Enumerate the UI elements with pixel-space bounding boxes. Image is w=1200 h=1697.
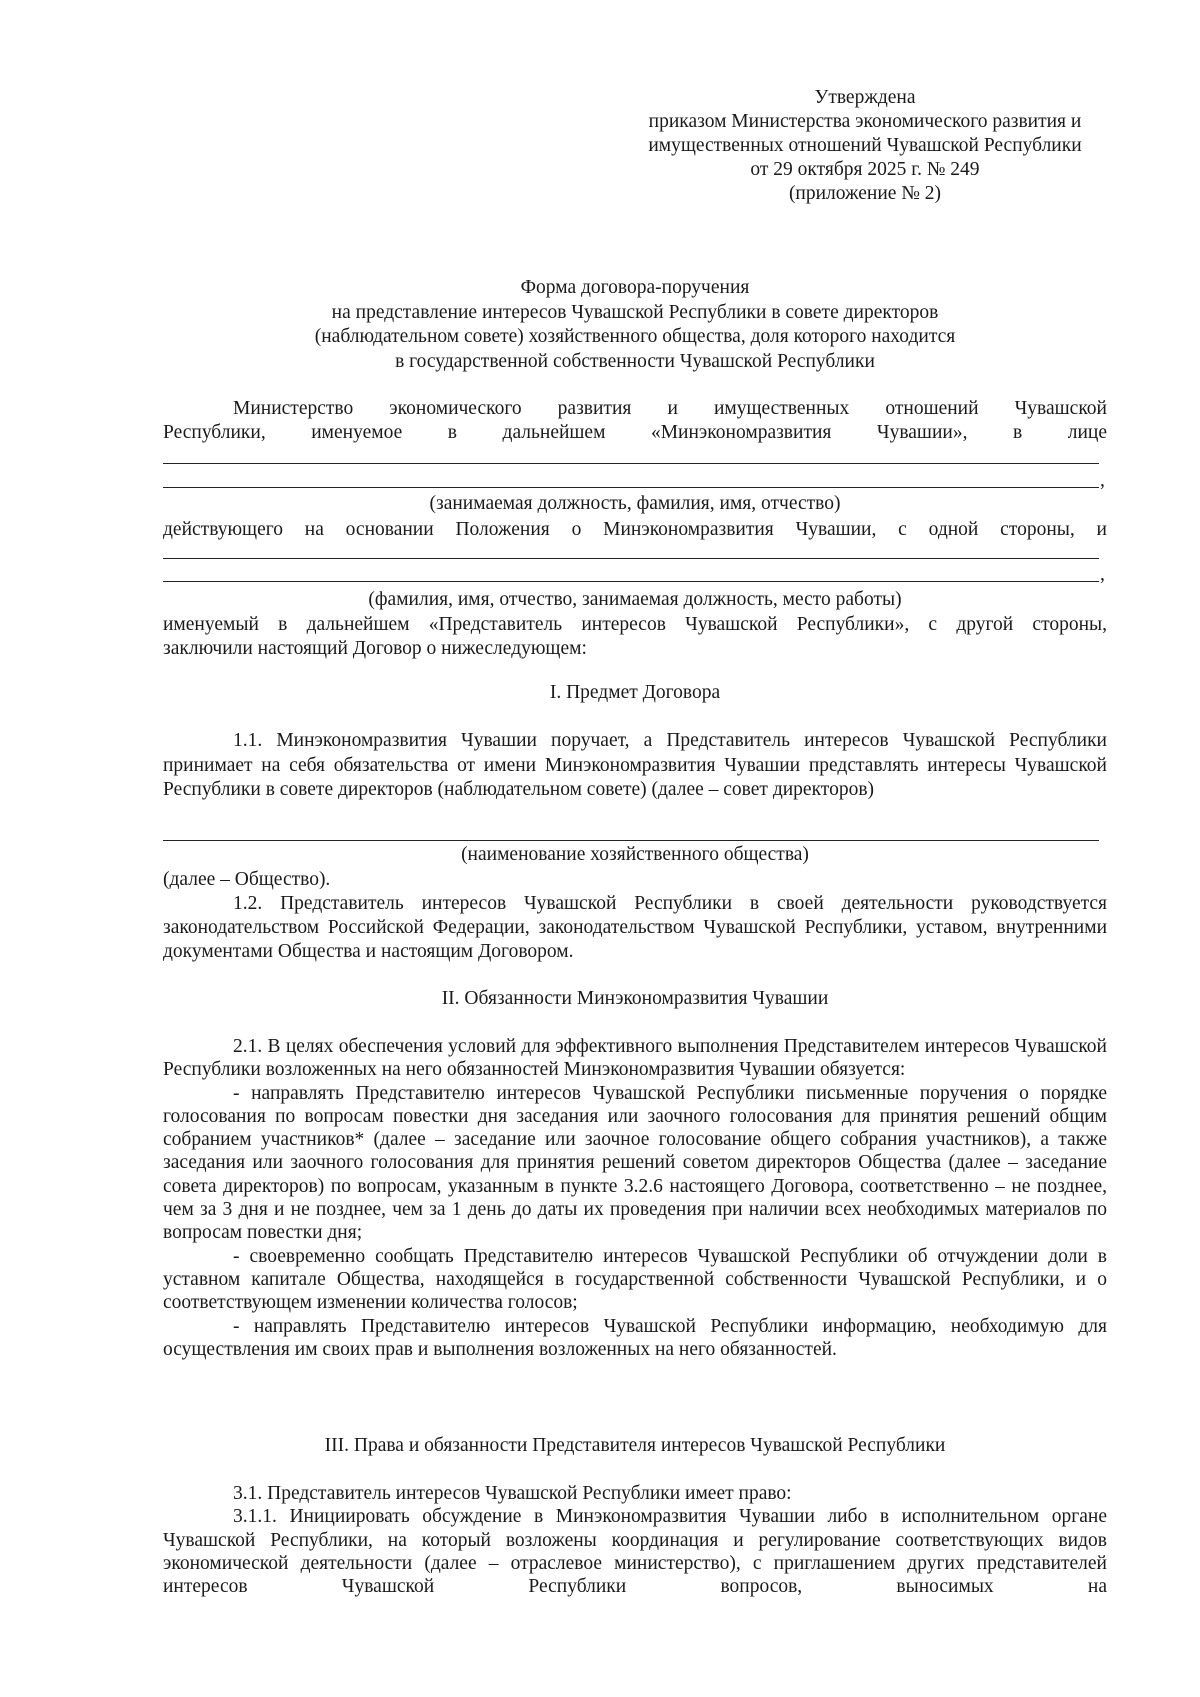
form-title xyxy=(163,276,1107,374)
clause-2-1-text: 2.1. В целях обеспечения условий для эффективного выполнения Представителем интересов Чувашской Республики возложенных на него обязанностей Минэкономразвития Чувашии обязуется: xyxy=(163,1036,1107,1081)
blank-line-1 xyxy=(163,463,1099,464)
clause-1-1 xyxy=(163,729,1107,803)
title-line-2: на представление интересов Чувашской Республики в совете директоров xyxy=(331,301,939,323)
comma-2: , xyxy=(1100,564,1105,585)
approval-line-1: Утверждена xyxy=(814,87,916,108)
intro-line-1: Министерство экономического развития и имущественных отношений Чувашской xyxy=(233,398,1107,419)
title-line-3: (наблюдательном совете) хозяйственного общества, доля которого находится xyxy=(314,326,956,347)
intro-line-3: действующего на основании Положения о Минэкономразвития Чувашии, с одной стороны, и xyxy=(163,519,1107,540)
section-1-heading: I. Предмет Договора xyxy=(549,682,721,703)
blank-line-company xyxy=(163,840,1099,841)
blank-line-4 xyxy=(163,581,1099,582)
approval-line-4: от 29 октября 2025 г. № 249 xyxy=(750,159,980,180)
intro-basis xyxy=(163,518,1107,542)
intro-tail xyxy=(163,613,1107,661)
bullet-1: - направлять Представителю интересов Чувашской Республики письменные поручения о порядке голосования по вопросам повестки дня заседания или заочного голосования для принятия решений общим собранием участников* (далее – заседание или заочное голосование общего собрания участников), а также заседания или заочного голосования для принятия решений советом директоров Общества (далее – заседание совета директоров) по вопросам, указанным в пункте 3.2.6 настоящего Договора, соответственно – не позднее, чем за 3 дня и не позднее, чем за 1 день до даты их проведения при наличии всех необходимых материалов по вопросам повестки дня; xyxy=(163,1082,1107,1244)
section-3-heading: III. Права и обязанности Представителя интересов Чувашской Республики xyxy=(324,1435,946,1456)
clause-1-2-text: 1.2. Представитель интересов Чувашской Республики в своей деятельности руководствуется законодательством Российской Федерации, законодательством Чувашской Республики, уставом, внутренними документами Общества и настоящим Договором. xyxy=(163,893,1107,962)
clause-2-1 xyxy=(163,1035,1107,1361)
clause-1-1-end: (далее – Общество). xyxy=(163,869,331,890)
intro-line-4: именуемый в дальнейшем «Представитель интересов Чувашской Республики», с другой стороны, xyxy=(163,614,1107,635)
section-2-heading: II. Обязанности Минэкономразвития Чувашии xyxy=(441,988,829,1009)
approval-stamp xyxy=(610,86,1120,206)
clause-3-1 xyxy=(163,1482,1107,1598)
clause-3-1-1-text: 3.1.1. Инициировать обсуждение в Минэкономразвития Чувашии либо в исполнительном органе Чувашской Республики, на который возложены координация и регулирование соответствующих видов экономической деятельности (далее – отраслевое министерство), с приглашением других представителей интересов Чувашской Республики вопросов, выносимых на xyxy=(163,1506,1107,1598)
blank-line-3 xyxy=(163,558,1099,559)
comma-1: , xyxy=(1100,470,1105,491)
title-line-1: Форма договора-поручения xyxy=(520,277,750,298)
hint-position-name: (занимаемая должность, фамилия, имя, отчество) xyxy=(429,493,841,514)
bullet-3: - направлять Представителю интересов Чувашской Республики информацию, необходимую для осуществления им своих прав и выполнения возложенных на него обязанностей. xyxy=(163,1315,1107,1360)
clause-1-1-text: 1.1. Минэкономразвития Чувашии поручает, а Представитель интересов Чувашской Республики принимает на себя обязательства от имени Минэкономразвития Чувашии представлять интересы Чувашской Республики в совете директоров (наблюдательном совете) (далее – совет директоров) xyxy=(163,730,1107,800)
intro-paragraph xyxy=(163,397,1107,445)
approval-line-2: приказом Министерства экономического развития и xyxy=(648,111,1082,132)
blank-line-2 xyxy=(163,487,1099,488)
clause-1-2 xyxy=(163,868,1107,964)
hint-representative: (фамилия, имя, отчество, занимаемая должность, место работы) xyxy=(368,589,902,610)
approval-line-3: имущественных отношений Чувашской Республики xyxy=(648,135,1082,156)
hint-company-name: (наименование хозяйственного общества) xyxy=(461,844,809,865)
title-line-4: в государственной собственности Чувашской Республики xyxy=(395,350,875,372)
approval-line-5: (приложение № 2) xyxy=(788,183,942,204)
intro-line-2: Республики, именуемое в дальнейшем «Минэкономразвития Чувашии», в лице xyxy=(163,422,1107,443)
bullet-2: - своевременно сообщать Представителю интересов Чувашской Республики об отчуждении доли в уставном капитале Общества, находящейся в государственной собственности Чувашской Республики, и о соответствующем изменении количества голосов; xyxy=(163,1245,1107,1314)
clause-3-1-text: 3.1. Представитель интересов Чувашской Республики имеет право: xyxy=(233,1483,792,1504)
intro-line-5: заключили настоящий Договор о нижеследующем: xyxy=(163,638,587,659)
